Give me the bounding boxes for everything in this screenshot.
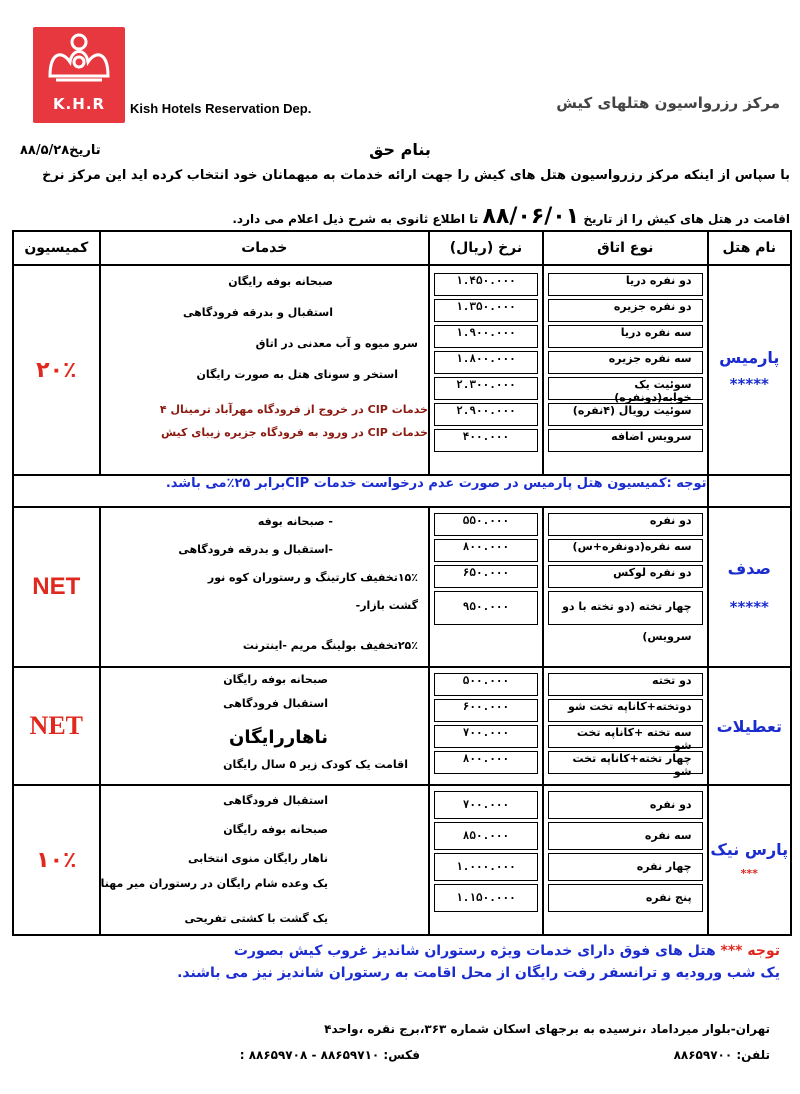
hotel-stars: ***** — [729, 597, 769, 616]
service-item: گشت بازار- — [355, 599, 418, 612]
intro-kish: کیش — [647, 212, 676, 226]
room-type: سه نفره جزیره — [548, 351, 703, 374]
org-name-fa: مرکز رزرواسیون هتلهای کیش — [556, 94, 780, 112]
service-item: استقبال فرودگاهی — [223, 697, 328, 710]
hotel-stars: ***** — [729, 374, 769, 393]
fax: فکس: ۸۸۶۵۹۷۱۰ - ۸۸۶۵۹۷۰۸ : — [239, 1048, 420, 1062]
hotel-parsnik — [708, 785, 791, 935]
room-rate: ۸۰۰.۰۰۰ — [434, 539, 538, 562]
service-item: یک وعده شام رایگان در رستوران میر مهنا — [100, 877, 328, 890]
service-item: استقبال فرودگاهی — [223, 794, 328, 807]
footer-note-line-1: هتل های فوق دارای خدمات ویژه رستوران شاندیز غروب کیش بصورت — [233, 943, 716, 959]
service-item: سرو میوه و آب معدنی در اتاق — [255, 337, 418, 350]
service-item: استقبال و بدرقه فرودگاهی — [182, 306, 333, 319]
hotel-tatilat — [708, 667, 791, 785]
intro-line-2 — [232, 204, 790, 229]
room-rate: ۱.۸۰۰.۰۰۰ — [434, 351, 538, 374]
address: تهران-بلوار میرداماد ،نرسیده به برجهای اسکان شماره ۳۶۳،برج نقره ،واحد۴ — [324, 1022, 770, 1036]
room-rate: ۱.۴۵۰.۰۰۰ — [434, 273, 538, 296]
room-rate: ۱.۹۰۰.۰۰۰ — [434, 325, 538, 348]
room-rate: ۴۰۰.۰۰۰ — [434, 429, 538, 452]
service-item: صبحانه بوفه رایگان — [223, 823, 328, 836]
rooms-sadaf — [543, 507, 708, 667]
footer-note-line-2: یک شب ورودیه و ترانسفر رفت رایگان از محل اقامت به رستوران شاندیز نیز می باشند. — [177, 965, 780, 981]
room-type: سوئیت رویال (۴نفره) — [548, 403, 703, 426]
header-hotel: نام هتل — [708, 231, 791, 265]
room-type: دو نفره — [548, 513, 703, 536]
room-rate: ۶۵۰.۰۰۰ — [434, 565, 538, 588]
room-type: سه نفره(دونفره+س) — [548, 539, 703, 562]
hotel-name: تعطیلات — [716, 716, 782, 736]
service-item: ۲۵٪تخفیف بولینگ مریم -اینترنت — [242, 639, 418, 652]
rates-parsnik — [429, 785, 543, 935]
phone: تلفن: ۸۸۶۵۹۷۰۰ — [673, 1048, 770, 1062]
service-item: صبحانه بوفه رایگان — [223, 673, 328, 686]
rooms-tatilat — [543, 667, 708, 785]
cip-service: خدمات CIP در ورود به فرودگاه جزیره زیبای کیش — [161, 426, 428, 439]
room-rate: ۲.۹۰۰.۰۰۰ — [434, 403, 538, 426]
footer-note-label: توجه — [747, 943, 780, 959]
services-tatilat — [100, 667, 429, 785]
commission-parmis: ۲۰٪ — [13, 265, 100, 475]
header-commission: کمیسیون — [13, 231, 100, 265]
service-item: ۱۵٪تخفیف کارتینگ و رستوران کوه نور — [207, 571, 418, 584]
service-item: -استقبال و بدرقه فرودگاهی — [178, 543, 333, 556]
room-type: سرویس اضافه — [548, 429, 703, 452]
room-type: دو تخته — [548, 673, 703, 696]
parmis-note: توجه :کمیسیون هتل پارمیس در صورت عدم درخواست خدمات CIPبرابر ۲۵٪می باشد. — [13, 475, 708, 507]
service-item: اقامت یک کودک زیر ۵ سال رایگان — [223, 758, 408, 771]
service-item: ناهار رایگان منوی انتخابی — [188, 852, 328, 865]
footer-note-stars: *** — [720, 943, 743, 959]
hotel-parmis — [708, 265, 791, 475]
org-name-en: Kish Hotels Reservation Dep. — [130, 101, 312, 116]
intro-line-1: با سپاس از اینکه مرکز رزرواسیون هتل های کیش را جهت ارائه خدمات به میهمانان خود انتخاب کرده اید این مرکز نرخ — [42, 168, 790, 183]
intro-text-a: اقامت در هتل های — [680, 212, 790, 226]
hotel-name: پارمیس — [719, 347, 780, 367]
service-item: - صبحانه بوفه — [257, 515, 333, 528]
room-type: دوتخته+کاناپه تخت شو — [548, 699, 703, 722]
room-rate: ۵۵۰.۰۰۰ — [434, 513, 538, 536]
room-rate: ۷۰۰.۰۰۰ — [434, 791, 538, 819]
room-type: دو نفره لوکس — [548, 565, 703, 588]
page-title: بنام حق — [369, 140, 431, 159]
service-item: ناهاررایگان — [228, 727, 328, 748]
room-rate: ۶۰۰.۰۰۰ — [434, 699, 538, 722]
room-type: چهار تخته (دو تخته با دو سرویس) — [548, 591, 703, 625]
hotel-stars: *** — [740, 867, 758, 880]
room-type: سه نفره — [548, 822, 703, 850]
room-type: چهار نفره — [548, 853, 703, 881]
hotel-sadaf — [708, 507, 791, 667]
services-parsnik — [100, 785, 429, 935]
services-parmis — [100, 265, 429, 475]
room-rate: ۵۰۰.۰۰۰ — [434, 673, 538, 696]
room-rate: ۸۰۰.۰۰۰ — [434, 751, 538, 774]
room-rate: ۱.۱۵۰.۰۰۰ — [434, 884, 538, 912]
room-type: چهار تخته+کاناپه تخت شو — [548, 751, 703, 774]
service-item: یک گشت با کشتی تفریحی — [184, 912, 328, 925]
header-room: نوع اتاق — [543, 231, 708, 265]
room-rate: ۲.۳۰۰.۰۰۰ — [434, 377, 538, 400]
header-rate: نرخ (ریال) — [429, 231, 543, 265]
rooms-parmis — [543, 265, 708, 475]
service-item: صبحانه بوفه رایگان — [228, 275, 333, 288]
room-type: سه نفره دریا — [548, 325, 703, 348]
room-type: سه تخته +کاناپه تخت شو — [548, 725, 703, 748]
room-type: دو نفره — [548, 791, 703, 819]
room-rate: ۹۵۰.۰۰۰ — [434, 591, 538, 625]
service-item: استخر و سونای هتل به صورت رایگان — [196, 368, 398, 381]
commission-tatilat: NET — [13, 667, 100, 785]
rates-parmis — [429, 265, 543, 475]
note-spacer — [708, 475, 791, 507]
date: تاریخ۸۸/۵/۲۸ — [20, 143, 101, 158]
rates-sadaf — [429, 507, 543, 667]
cip-service: خدمات CIP در خروج از فرودگاه مهرآباد ترمینال ۴ — [159, 403, 428, 416]
hotel-name: پارس نیک — [710, 840, 789, 859]
commission-parsnik: ۱۰٪ — [13, 785, 100, 935]
room-type: سوئیت یک خوابه(دونفره) — [548, 377, 703, 400]
crown-icon — [42, 32, 116, 84]
footer-note — [10, 940, 780, 984]
room-rate: ۱.۰۰۰.۰۰۰ — [434, 853, 538, 881]
intro-text-b: را از تاریخ — [583, 212, 643, 226]
header-services: خدمات — [100, 231, 429, 265]
room-rate: ۷۰۰.۰۰۰ — [434, 725, 538, 748]
rooms-parsnik — [543, 785, 708, 935]
room-rate: ۱.۳۵۰.۰۰۰ — [434, 299, 538, 322]
room-type: دو نفره جزیره — [548, 299, 703, 322]
hotel-name: صدف — [727, 558, 771, 578]
services-sadaf — [100, 507, 429, 667]
intro-text-c: تا اطلاع ثانوی به شرح ذیل اعلام می دارد. — [232, 212, 479, 226]
rates-tatilat — [429, 667, 543, 785]
room-rate: ۸۵۰.۰۰۰ — [434, 822, 538, 850]
commission-sadaf: NET — [13, 507, 100, 667]
logo-abbr: K.H.R — [52, 95, 106, 113]
rates-table — [12, 230, 792, 936]
room-type: دو نفره دریا — [548, 273, 703, 296]
intro-date: ۸۸/۰۶/۰۱ — [482, 204, 580, 229]
room-type: پنج نفره — [548, 884, 703, 912]
